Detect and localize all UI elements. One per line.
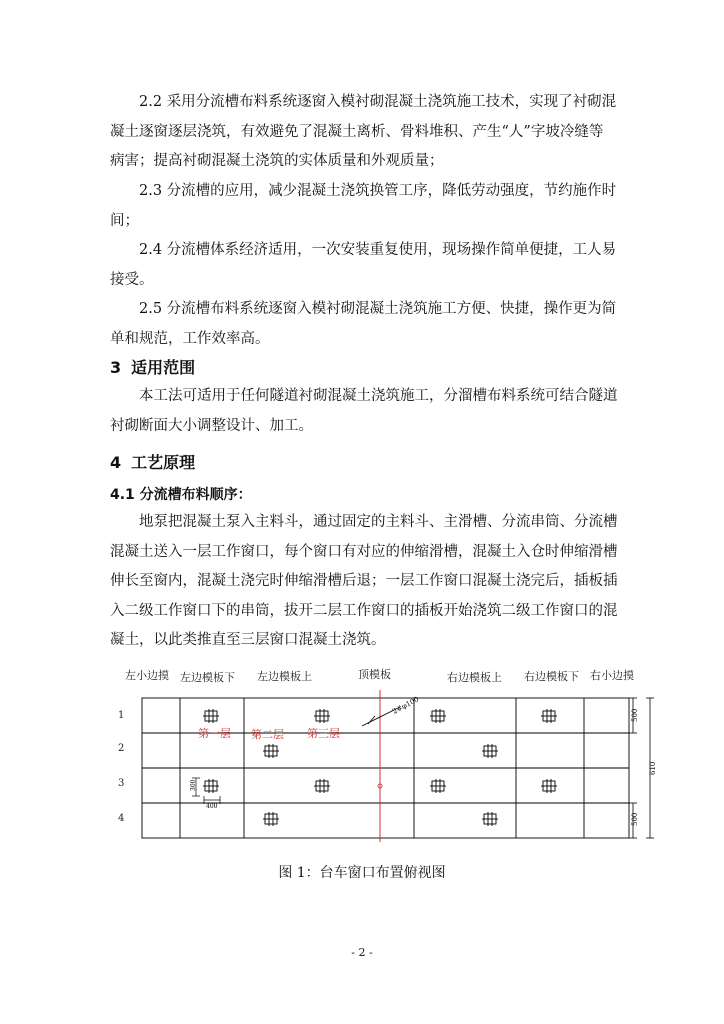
layer-label-2: 第二层 (251, 728, 284, 741)
col-label-right-small: 右小边摸 (590, 669, 634, 682)
paragraph-4-1 (110, 508, 616, 656)
paragraph-2-2 (110, 88, 616, 177)
window-icon (314, 709, 330, 723)
window-icon (482, 812, 498, 826)
section-title: 工艺原理 (131, 453, 196, 472)
window-icon (203, 779, 219, 793)
window-icon (430, 709, 446, 723)
text-line: 单和规范，工作效率高。 (110, 330, 270, 347)
col-label-top: 顶模板 (358, 668, 391, 681)
layer-label-1: 第一层 (198, 727, 231, 740)
paragraph-2-5 (110, 295, 616, 354)
text-line: 间； (110, 212, 139, 229)
pipe-label: 2#φ100 (391, 695, 421, 716)
page-number: - 2 - (351, 946, 373, 959)
text-line: 病害；提高衬砌混凝土浇筑的实体质量和外观质量； (110, 153, 444, 169)
text-line: 本工法可适用于任何隧道衬砌混凝土浇筑施工，分溜槽布料系统可结合隧道 (139, 388, 618, 404)
window-icon (314, 779, 330, 793)
dim-total: 610 (649, 761, 657, 775)
row-label-3: 3 (118, 778, 125, 789)
text-line: 衬砌断面大小调整设计、加工。 (110, 417, 313, 434)
window-icon (541, 709, 557, 723)
text-line: 伸长至窗内，混凝土浇完时伸缩滑槽后退；一层工作窗口混凝土浇完后，插板插 (110, 573, 618, 589)
layer-label-3: 第三层 (307, 727, 340, 740)
dim-top: 500 (631, 708, 639, 722)
window-icon (263, 744, 279, 758)
text-line: 凝土逐窗逐层浇筑，有效避免了混凝土离析、骨料堆积、产生“人”字坡冷缝等 (110, 123, 604, 140)
window-icon (430, 779, 446, 793)
text-line: 2.3 分流槽的应用，减少混凝土浇筑换管工序，降低劳动强度，节约施作时 (139, 183, 617, 199)
text-line: 2.4 分流槽体系经济适用，一次安装重复使用，现场操作简单便捷，工人易 (139, 242, 617, 258)
section-title: 适用范围 (131, 358, 196, 377)
section-4-1-heading: 4.1 分流槽布料顺序： (110, 487, 252, 503)
text-line: 凝土，以此类推直至三层窗口混凝土浇筑。 (110, 632, 386, 648)
row-label-2: 2 (118, 743, 125, 754)
text-line: 地泵把混凝土泵入主料斗，通过固定的主料斗、主滑槽、分流串筒、分流槽 (139, 514, 618, 530)
window-icon (541, 779, 557, 793)
pipe-annotation (362, 695, 420, 726)
section-number: 4 (110, 453, 122, 472)
section-number: 3 (110, 358, 122, 377)
paragraph-3 (110, 382, 616, 441)
col-label-left-lower: 左边模板下 (180, 671, 235, 684)
text-line: 入二级工作窗口下的串筒，拔开二层工作窗口的插板开始浇筑二级工作窗口的混 (110, 602, 618, 619)
paragraph-2-4 (110, 236, 616, 295)
dim-bottom: 500 (631, 812, 639, 826)
col-label-right-upper: 右边模板上 (447, 671, 502, 684)
window-layout-figure (0, 655, 724, 855)
section-4-heading (110, 450, 195, 473)
row-label-1: 1 (118, 710, 125, 721)
window-icon (263, 812, 279, 826)
col-label-left-upper: 左边模板上 (257, 670, 312, 683)
window-grid (142, 698, 629, 838)
text-line: 2.5 分流槽布料系统逐窗入模衬砌混凝土浇筑施工方便、快捷，操作更为简 (139, 301, 617, 317)
figure-caption: 图 1：台车窗口布置俯视图 (278, 865, 446, 881)
text-line: 2.2 采用分流槽布料系统逐窗入模衬砌混凝土浇筑施工技术，实现了衬砌混 (139, 94, 617, 110)
window-icon (482, 744, 498, 758)
col-label-left-small: 左小边摸 (125, 669, 169, 682)
small-dim-width: 400 (206, 803, 218, 810)
small-dim-height: 300 (190, 779, 197, 791)
col-label-right-lower: 右边模板下 (524, 670, 579, 683)
text-line: 混凝土送入一层工作窗口，每个窗口有对应的伸缩滑槽，混凝土入仓时伸缩滑槽 (110, 543, 618, 560)
section-3-heading (110, 355, 195, 378)
window-icon (203, 709, 219, 723)
row-label-4: 4 (118, 813, 125, 824)
paragraph-2-3 (110, 177, 616, 236)
text-line: 接受。 (110, 271, 154, 288)
